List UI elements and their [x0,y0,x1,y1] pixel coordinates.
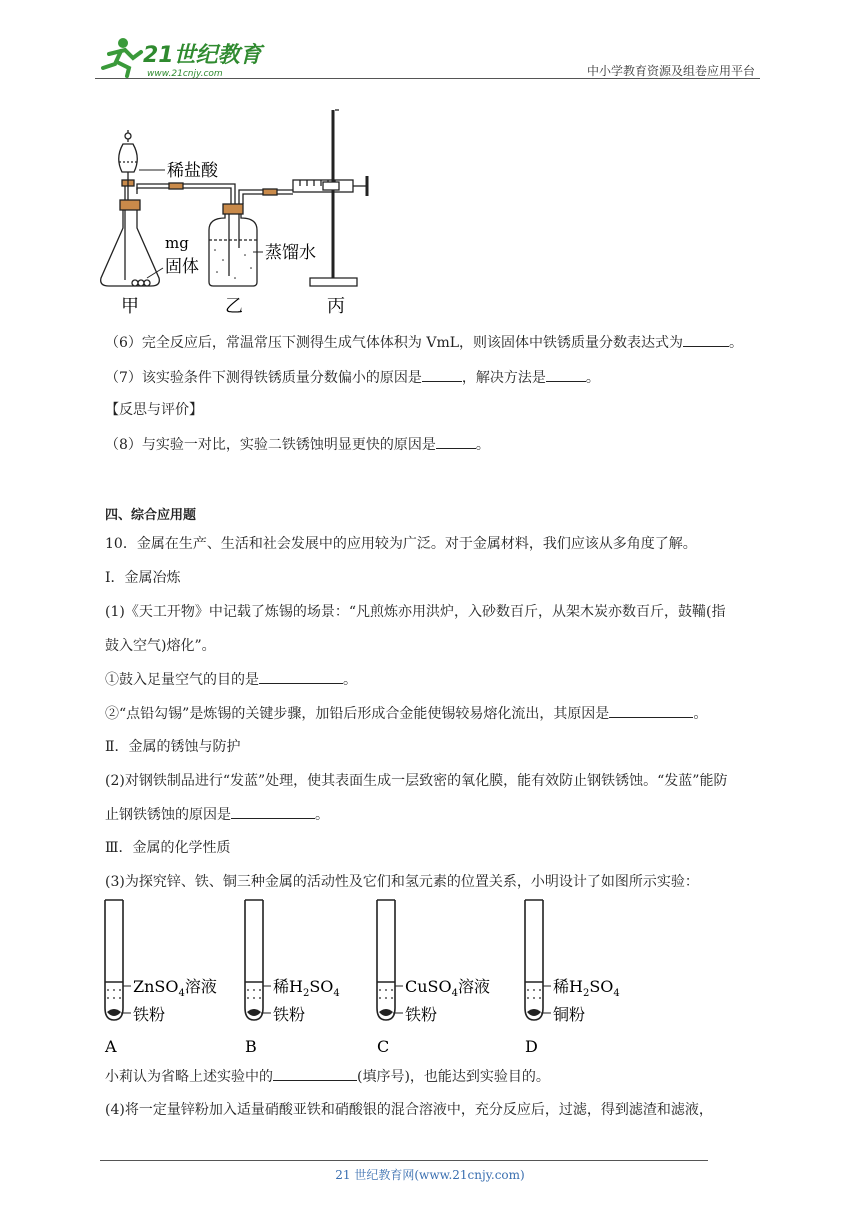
question-7: （7）该实验条件下测得铁锈质量分数偏小的原因是 ，解决方法是 。 [105,367,600,388]
part-2-text-1: (2)对钢铁制品进行“发蓝”处理，使其表面生成一层致密的氧化膜，能有效防止钢铁锈蚀。“发蓝”能防 [105,773,728,789]
answer-blank[interactable] [436,434,476,449]
reflection-heading: 【反思与评价】 [105,402,203,418]
tube-letter: A [105,1037,117,1056]
metal-label: 铁粉 [273,1005,306,1024]
label-jia: 甲 [121,296,139,317]
test-tube-d [525,900,620,1056]
metal-label: 铁粉 [405,1005,438,1024]
question-10: 10．金属在生产、生活和社会发展中的应用较为广泛。对于金属材料，我们应该从多角度了解。 [105,536,697,552]
metal-label: 铜粉 [553,1005,586,1024]
label-yi: 乙 [225,296,243,317]
part-1-text-2: 鼓入空气)熔化”。 [105,638,216,654]
part-2-heading: Ⅱ．金属的锈蚀与防护 [105,739,241,755]
runner-icon [103,38,141,76]
part-1-a: ①鼓入足量空气的目的是 。 [105,669,357,690]
metal-label: 铁粉 [133,1005,166,1024]
part-1-heading: Ⅰ．金属冶炼 [105,570,181,586]
footer-divider [100,1160,708,1161]
solid-label: 固体 [165,257,199,277]
section-title: 四、综合应用题 [105,508,197,523]
answer-blank[interactable] [683,332,729,347]
answer-blank[interactable] [259,669,343,684]
answer-blank[interactable] [273,1066,357,1081]
solution-label: 稀$H_2SO_4$ [553,977,620,999]
part-3-heading: Ⅲ．金属的化学性质 [105,840,231,856]
solution-label: CuSO$_4$溶液 [405,977,491,999]
footer-text: 21 世纪教育网(www.21cnjy.com) [335,1168,525,1182]
tube-letter: B [245,1037,257,1056]
answer-blank[interactable] [546,367,586,382]
test-tube-c [377,900,490,1056]
part-1-text-1: (1)《天工开物》中记载了炼锡的场景：“凡煎炼亦用洪炉，入砂数百斤，从架木炭亦数百斤，鼓鞴(指 [105,604,726,620]
apparatus-diagram [95,100,395,320]
solution-label: ZnSO$_4$溶液 [133,977,217,999]
site-logo [95,34,265,82]
part-1-b: ②“点铅勾锡”是炼锡的关键步骤，加铅后形成合金能使锡较易熔化流出，其原因是 。 [105,703,707,724]
answer-blank[interactable] [231,804,315,819]
tube-letter: D [525,1037,538,1056]
acid-label: 稀盐酸 [167,161,218,181]
water-label: 蒸馏水 [265,243,316,263]
test-tube-b [245,900,340,1056]
test-tube-a [104,900,217,1056]
label-bing: 丙 [327,296,345,317]
platform-title: 中小学教育资源及组卷应用平台 [586,64,755,78]
part-2-text-2: 止钢铁锈蚀的原因是 。 [105,804,329,825]
answer-blank[interactable] [609,703,693,718]
question-6: （6）完全反应后，常温常压下测得生成气体体积为 VmL，则该固体中铁锈质量分数表达式为 。 [105,332,743,353]
part-3-after: 小莉认为省略上述实验中的 (填序号)，也能达到实验目的。 [105,1066,550,1087]
part-3-text: (3)为探究锌、铁、铜三种金属的活动性及它们和氢元素的位置关系，小明设计了如图所示实验： [105,874,699,890]
header-divider [95,78,760,79]
test-tubes-diagram [95,896,655,1060]
tube-letter: C [377,1037,390,1056]
logo-text: 21世纪教育 [143,43,262,68]
solution-label: 稀$H_2SO_4$ [273,977,340,999]
answer-blank[interactable] [422,367,462,382]
solid-mass-label: mg [165,234,189,252]
logo-url: www.21cnjy.com [147,69,223,79]
question-8: （8）与实验一对比，实验二铁锈蚀明显更快的原因是 。 [105,434,490,455]
part-4-text: (4)将一定量锌粉加入适量硝酸亚铁和硝酸银的混合溶液中，充分反应后，过滤，得到滤渣和滤液， [105,1102,713,1118]
